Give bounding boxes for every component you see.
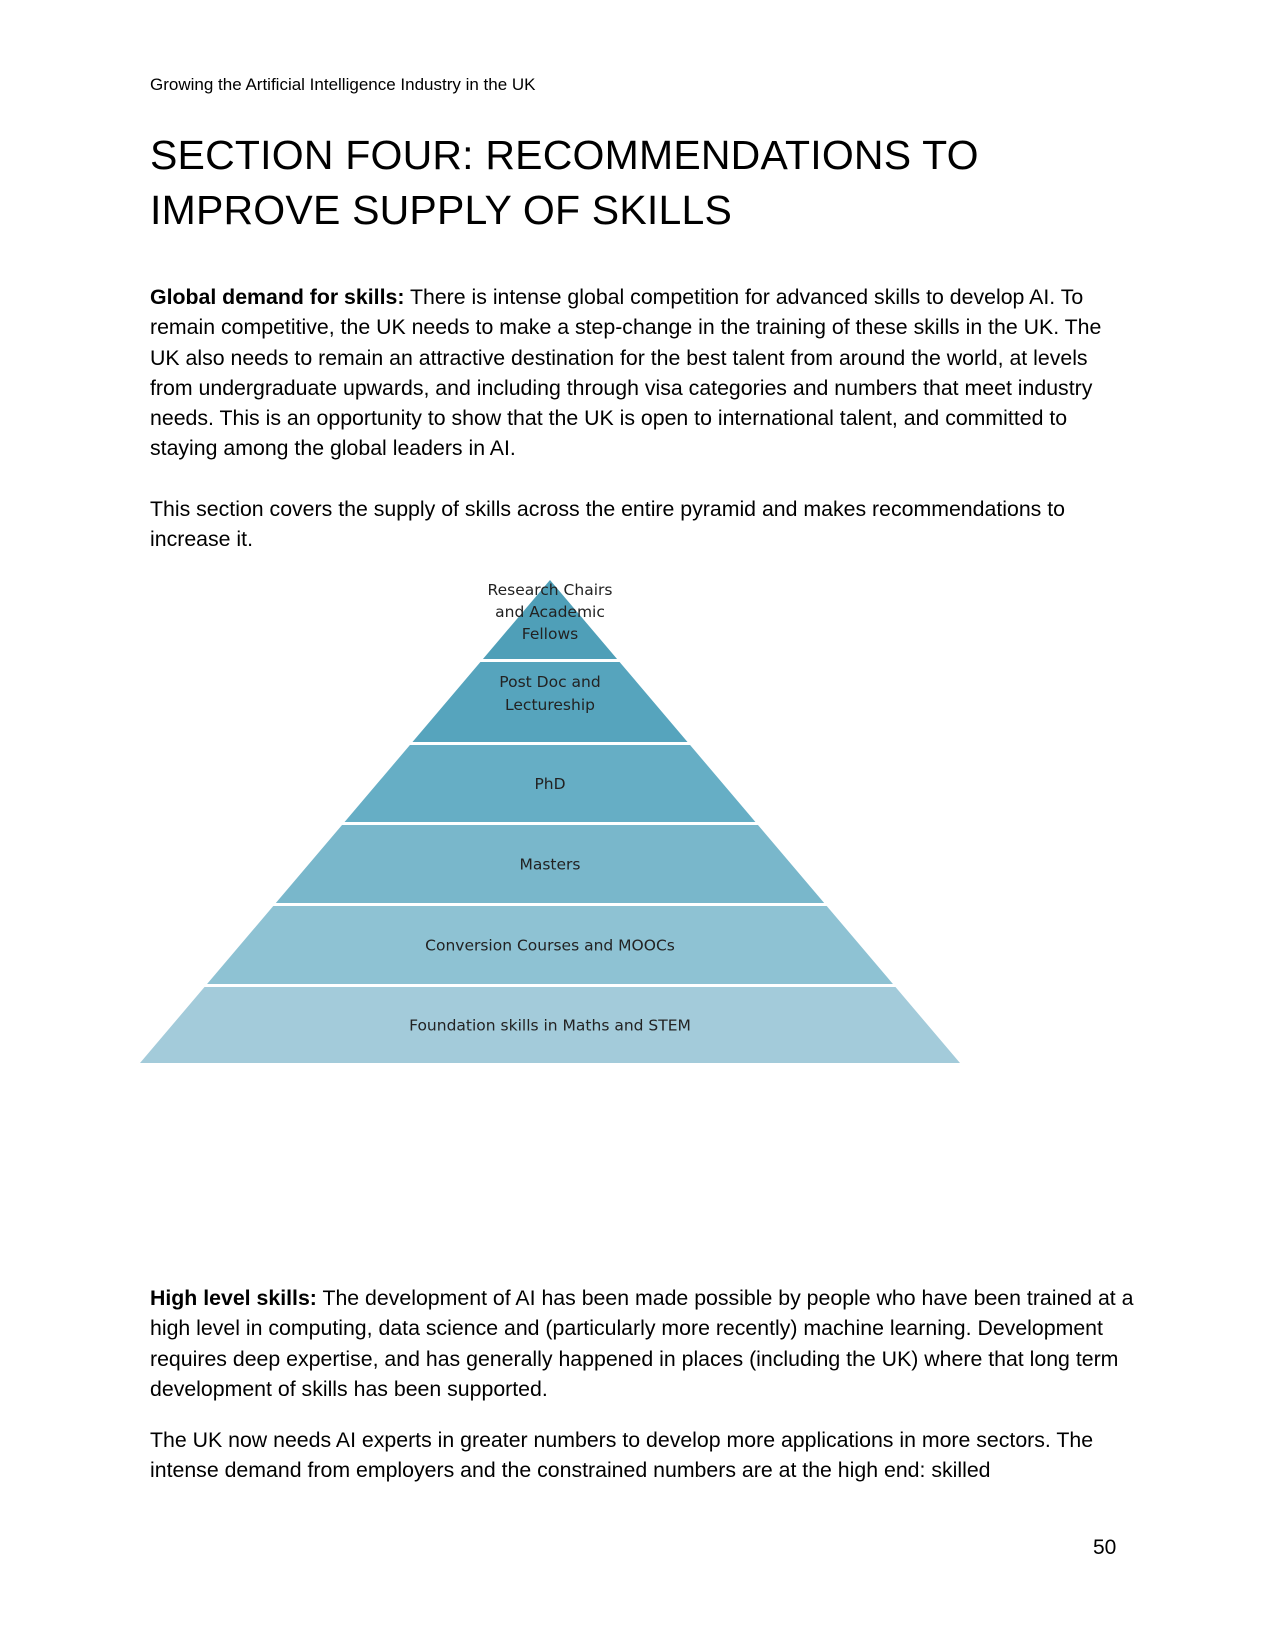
pyramid-label-research-chairs-line-1: Research Chairs (487, 581, 613, 600)
pyramid-label-research-chairs-line-2: and Academic (495, 603, 605, 622)
pyramid-label-foundation-skills-line-1: Foundation skills in Maths and STEM (409, 1016, 691, 1035)
high-level-skills-paragraph (150, 1283, 1135, 1404)
section-title-line-2: IMPROVE SUPPLY OF SKILLS (150, 187, 733, 233)
pyramid-label-research-chairs-line-3: Fellows (521, 625, 579, 644)
high-level-skills-lead: High level skills: (150, 1286, 317, 1310)
skills-pyramid-svg (140, 580, 1020, 1090)
global-demand-paragraph (150, 282, 1135, 464)
section-scope-paragraph (150, 494, 1135, 555)
section-scope-text: This section covers the supply of skills across the entire pyramid and makes recommendations to increase it. (150, 497, 1065, 552)
pyramid-label-conversion-courses-line-1: Conversion Courses and MOOCs (425, 936, 675, 955)
high-level-skills-text: The development of AI has been made possible by people who have been trained at a high level in computing, data science and (particularly more recently) machine learning. Development requires deep expertise, and has generally happened in places (including the UK) where that long term development of skills has been supported. (150, 1286, 1134, 1401)
uk-needs-paragraph (150, 1425, 1135, 1486)
running-header: Growing the Artificial Intelligence Industry in the UK (150, 75, 536, 94)
section-title (150, 128, 1150, 238)
section-title-line-1: SECTION FOUR: RECOMMENDATIONS TO (150, 132, 979, 178)
skills-pyramid-diagram (140, 580, 1020, 1095)
pyramid-label-post-doc-line-1: Post Doc and (499, 673, 601, 692)
uk-needs-text: The UK now needs AI experts in greater numbers to develop more applications in more sectors. The intense demand from employers and the constrained numbers are at the high end: skilled (150, 1428, 1094, 1483)
global-demand-lead: Global demand for skills: (150, 285, 405, 309)
pyramid-label-masters-line-1: Masters (519, 855, 581, 874)
page-number: 50 (1093, 1536, 1117, 1559)
pyramid-label-post-doc-line-2: Lectureship (505, 696, 595, 715)
pyramid-label-phd-line-1: PhD (534, 775, 566, 793)
global-demand-text: There is intense global competition for advanced skills to develop AI. To remain competitive, the UK needs to make a step-change in the training of these skills in the UK. The UK also needs to remain an attractive destination for the best talent from around the world, at levels from undergraduate upwards, and including through visa categories and numbers that meet industry needs. This is an opportunity to show that the UK is open to international talent, and committed to staying among the global leaders in AI. (150, 285, 1102, 461)
